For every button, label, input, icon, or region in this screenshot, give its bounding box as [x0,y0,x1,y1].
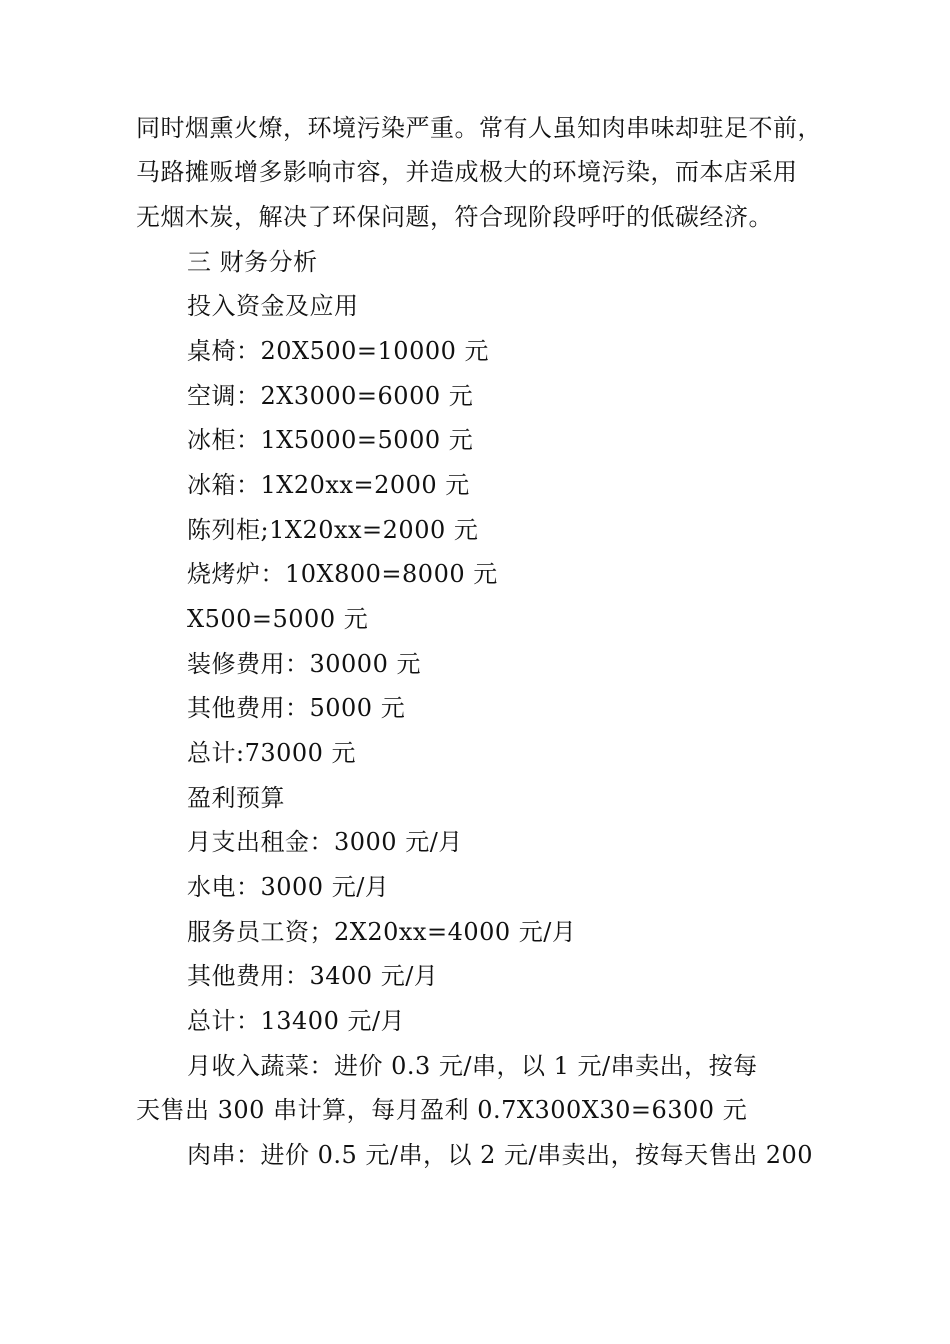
investment-heading: 投入资金及应用 [187,292,359,320]
budget-item-rent: 月支出租金：3000 元/月 [187,828,463,856]
investment-item-other-costs: 其他费用：5000 元 [187,694,406,722]
income-vegetable-line-1: 月收入蔬菜：进价 0.3 元/串，以 1 元/串卖出，按每 [187,1052,758,1080]
investment-item-tables-chairs: 桌椅：20X500=10000 元 [187,337,490,365]
paragraph-line-2: 马路摊贩增多影响市容，并造成极大的环境污染，而本店采用 [136,158,798,186]
paragraph-line-3: 无烟木炭，解决了环保问题，符合现阶段呼吁的低碳经济。 [136,203,773,231]
budget-item-other: 其他费用：3400 元/月 [187,962,439,990]
budget-total: 总计：13400 元/月 [187,1007,406,1035]
income-meat-line-1: 肉串：进价 0.5 元/串，以 2 元/串卖出，按每天售出 200 [187,1141,814,1169]
income-vegetable-line-2: 天售出 300 串计算，每月盈利 0.7X300X30=6300 元 [136,1096,748,1124]
investment-item-grill: 烧烤炉：10X800=8000 元 [187,560,498,588]
investment-item-refrigerator: 冰箱：1X20xx=2000 元 [187,471,470,499]
budget-item-wages: 服务员工资；2X20xx=4000 元/月 [187,918,577,946]
investment-item-other-equipment: X500=5000 元 [187,605,369,633]
budget-heading: 盈利预算 [187,784,285,812]
investment-item-freezer: 冰柜：1X5000=5000 元 [187,426,474,454]
paragraph-line-1: 同时烟熏火燎，环境污染严重。常有人虽知肉串味却驻足不前， [136,114,822,142]
section-heading: 三 财务分析 [187,248,318,276]
budget-item-utilities: 水电：3000 元/月 [187,873,390,901]
investment-item-display-cabinet: 陈列柜;1X20xx=2000 元 [187,516,479,544]
investment-total: 总计:73000 元 [187,739,357,767]
investment-item-decoration: 装修费用：30000 元 [187,650,421,678]
investment-item-air-conditioner: 空调：2X3000=6000 元 [187,382,474,410]
